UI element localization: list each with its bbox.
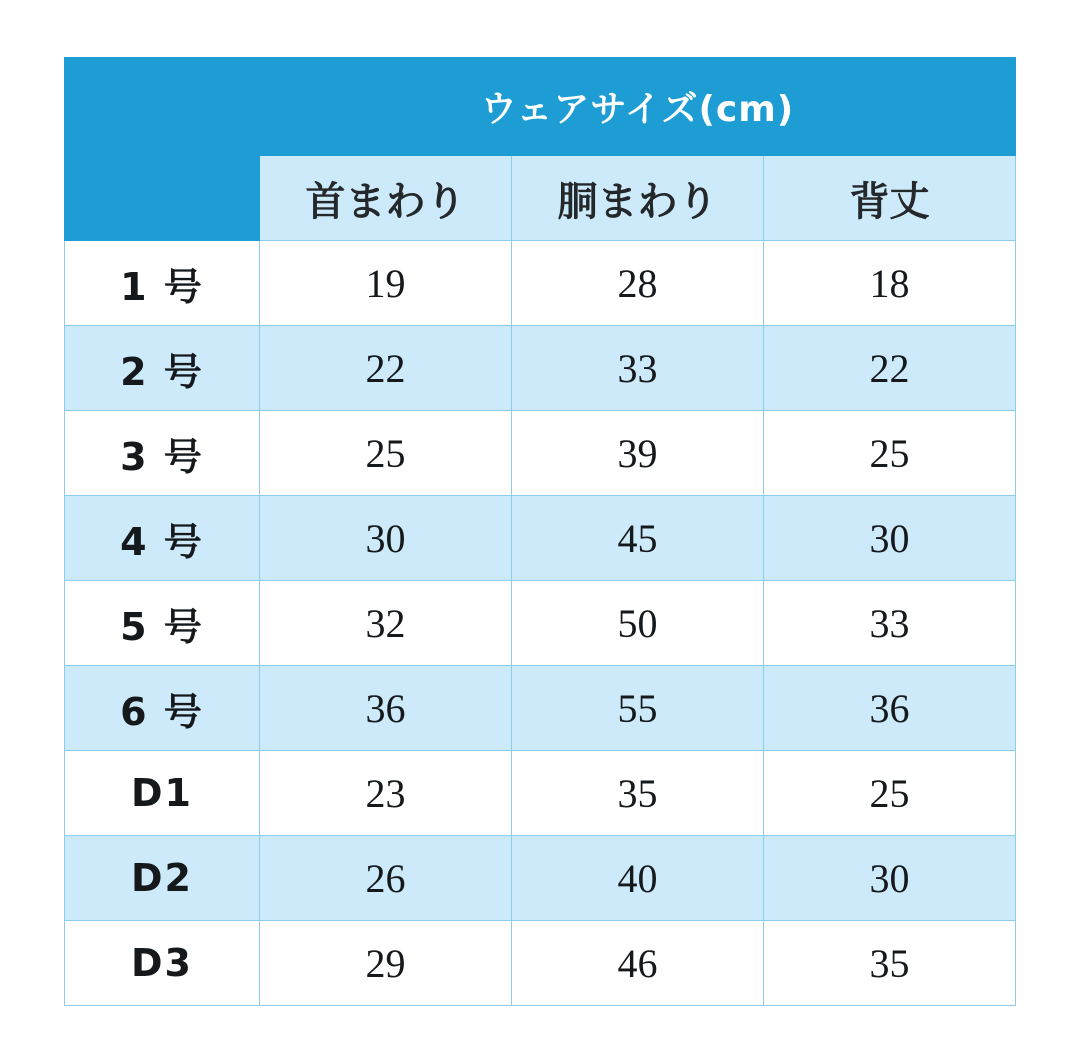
cell-neck: 23 [260, 751, 512, 836]
row-label: 5 号 [65, 581, 260, 666]
cell-length: 22 [764, 326, 1016, 411]
table-head-row-group [65, 58, 1016, 156]
wear-size-table [64, 57, 1016, 1006]
cell-neck: 22 [260, 326, 512, 411]
cell-chest: 45 [512, 496, 764, 581]
cell-chest: 55 [512, 666, 764, 751]
cell-length: 18 [764, 241, 1016, 326]
table-group-header: ウェアサイズ(cm) [260, 58, 1016, 156]
table-row [65, 241, 1016, 326]
table-row [65, 921, 1016, 1006]
row-label: 6 号 [65, 666, 260, 751]
table-row [65, 666, 1016, 751]
row-label: D2 [65, 836, 260, 921]
cell-length: 30 [764, 496, 1016, 581]
column-header-chest: 胴まわり [512, 156, 764, 241]
cell-neck: 19 [260, 241, 512, 326]
cell-chest: 33 [512, 326, 764, 411]
cell-chest: 28 [512, 241, 764, 326]
cell-length: 30 [764, 836, 1016, 921]
column-header-neck: 首まわり [260, 156, 512, 241]
cell-length: 33 [764, 581, 1016, 666]
row-label: D1 [65, 751, 260, 836]
cell-neck: 25 [260, 411, 512, 496]
table-row [65, 751, 1016, 836]
table-row [65, 836, 1016, 921]
cell-neck: 32 [260, 581, 512, 666]
table-head [65, 58, 1016, 241]
table-row [65, 411, 1016, 496]
cell-length: 25 [764, 411, 1016, 496]
table-row [65, 326, 1016, 411]
cell-length: 25 [764, 751, 1016, 836]
cell-neck: 36 [260, 666, 512, 751]
cell-chest: 39 [512, 411, 764, 496]
table-body [65, 241, 1016, 1006]
cell-chest: 46 [512, 921, 764, 1006]
column-header-length: 背丈 [764, 156, 1016, 241]
cell-chest: 35 [512, 751, 764, 836]
cell-chest: 50 [512, 581, 764, 666]
row-label: 3 号 [65, 411, 260, 496]
cell-length: 36 [764, 666, 1016, 751]
cell-neck: 29 [260, 921, 512, 1006]
table-row [65, 581, 1016, 666]
row-label: D3 [65, 921, 260, 1006]
row-label: 2 号 [65, 326, 260, 411]
row-label: 1 号 [65, 241, 260, 326]
cell-neck: 30 [260, 496, 512, 581]
table-row [65, 496, 1016, 581]
cell-length: 35 [764, 921, 1016, 1006]
cell-chest: 40 [512, 836, 764, 921]
table-corner-cell [65, 58, 260, 241]
cell-neck: 26 [260, 836, 512, 921]
row-label: 4 号 [65, 496, 260, 581]
